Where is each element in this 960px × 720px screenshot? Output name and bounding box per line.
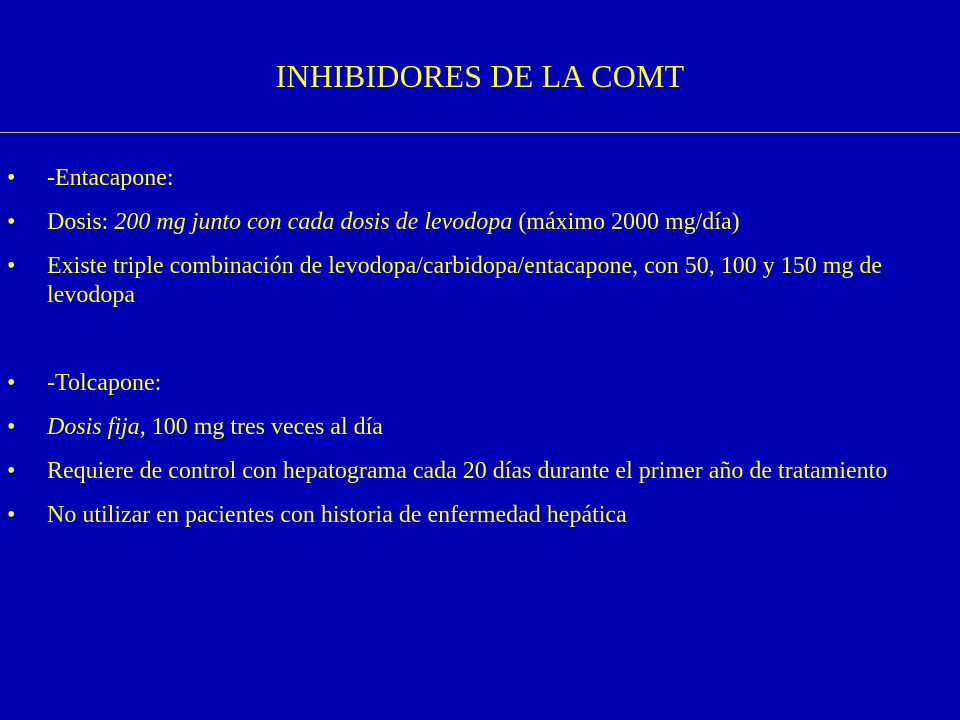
bullet-item-hepatogram-control: [0, 457, 960, 486]
bullet-text-part: Dosis:: [47, 209, 115, 235]
bullet-item-tolcapone-dose: [0, 413, 960, 442]
bullet-text: No utilizar en pacientes con historia de enfermedad hepática: [47, 502, 627, 528]
bullet-icon: •: [7, 414, 16, 440]
bullet-item-entacapone-dose: [0, 208, 960, 237]
bullet-text: Requiere de control con hepatograma cada 20 días durante el primer año de tratamiento: [47, 458, 888, 484]
bullet-icon: •: [7, 209, 16, 235]
bullet-text-part-italic: 200 mg junto con cada dosis de levodopa: [114, 209, 513, 235]
bullet-text-part-italic: Dosis fija: [47, 414, 140, 440]
bullet-item-tolcapone-heading: [0, 369, 960, 398]
section-spacer: [0, 325, 960, 369]
bullet-icon: •: [7, 253, 16, 279]
bullet-icon: •: [7, 165, 16, 191]
bullet-text: -Tolcapone:: [47, 370, 162, 396]
bullet-list: [0, 164, 960, 545]
bullet-item-triple-combination: [0, 252, 960, 310]
slide-title: INHIBIDORES DE LA COMT: [275, 58, 685, 94]
bullet-item-contraindication: [0, 501, 960, 530]
bullet-item-entacapone-heading: [0, 164, 960, 193]
bullet-icon: •: [7, 502, 16, 528]
bullet-icon: •: [7, 458, 16, 484]
bullet-text-part: (máximo 2000 mg/día): [512, 209, 740, 235]
bullet-text: Existe triple combinación de levodopa/carbidopa/entacapone, con 50, 100 y 150 mg de levodopa: [47, 253, 883, 308]
bullet-text: -Entacapone:: [47, 165, 174, 191]
title-divider: [0, 132, 960, 133]
bullet-icon: •: [7, 370, 16, 396]
bullet-text-part: , 100 mg tres veces al día: [139, 414, 383, 440]
